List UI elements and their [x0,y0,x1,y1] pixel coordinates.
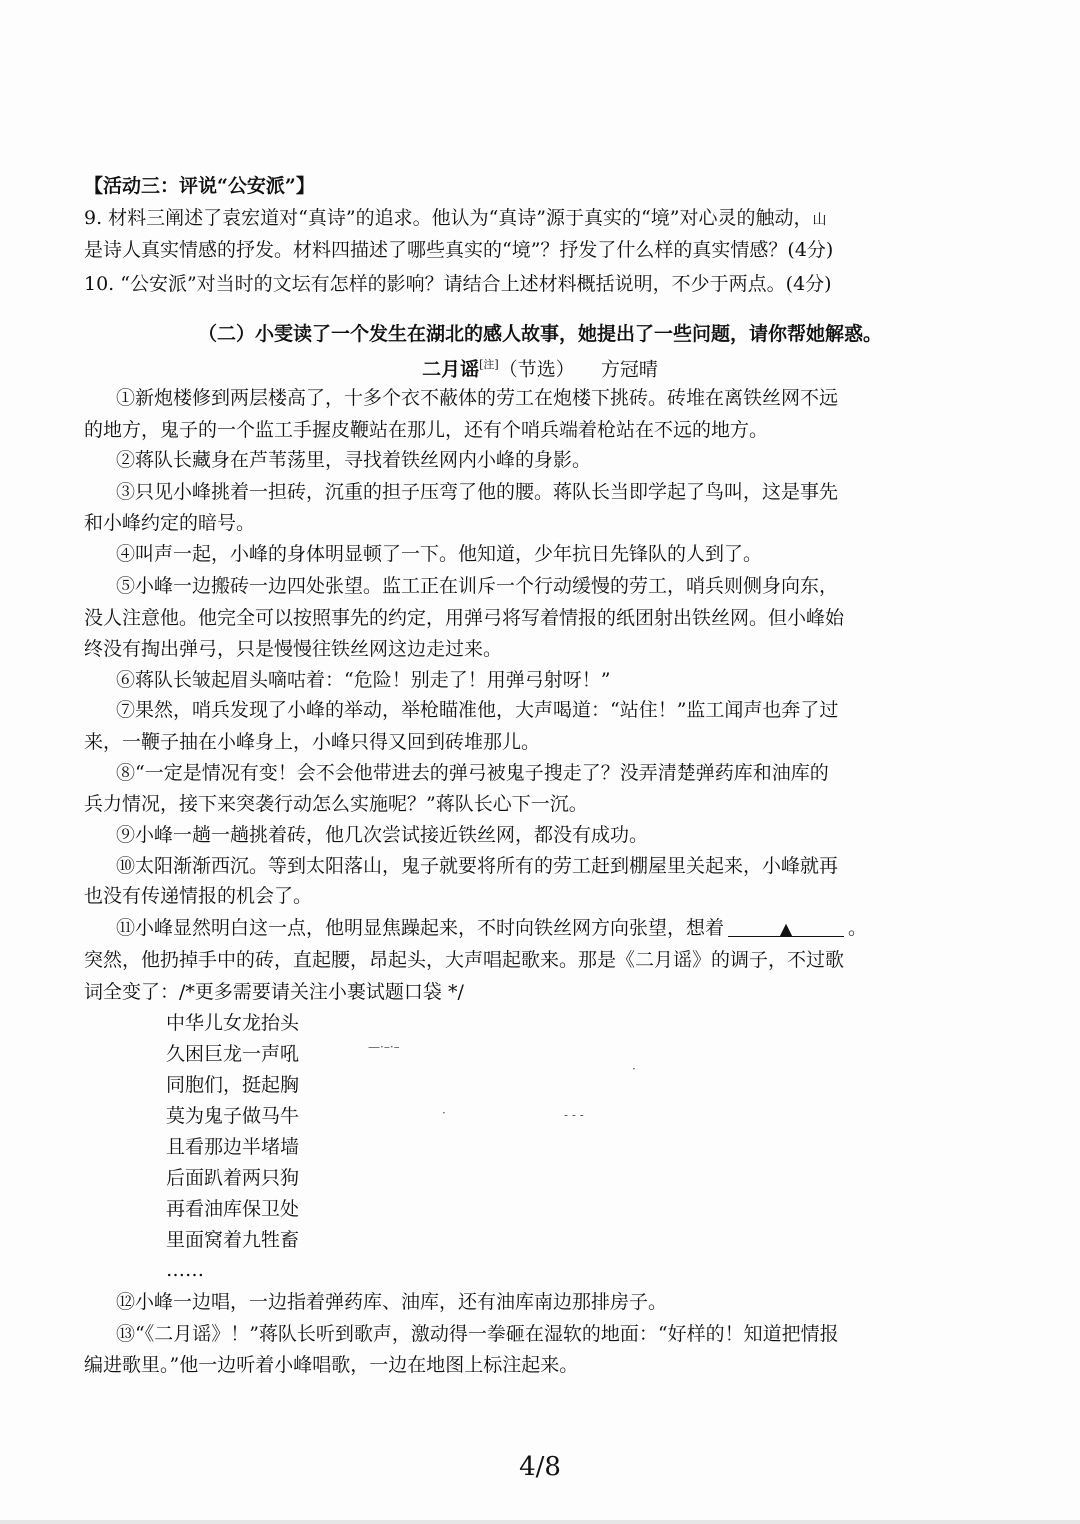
triangle-icon: ▲ [779,919,793,938]
answer-blank [728,916,844,937]
scan-speck: · [442,1106,446,1120]
paragraph-11-text: ⑪小峰显然明白这一点，他明显焦躁起来，不时向铁丝网方向张望，想着 [116,917,725,939]
question-10: 10. “公安派”对当时的文坛有怎样的影响？请结合上述材料概括说明，不少于两点。(4分) [84,273,832,295]
poem-line-3: 同胞们，挺起胸 [166,1074,300,1096]
story-title: 二月谣 [422,358,480,381]
story-title-note: [注] [479,358,499,371]
paragraph-3-line-1: ③只见小峰挑着一担砖，沉重的担子压弯了他的腰。蒋队长当即学起了鸟叫，这是事先 [116,481,839,503]
page-number: 4/8 [519,1452,561,1482]
question-9-text: 9. 材料三阐述了袁宏道对“真诗”的追求。他认为“真诗”源于真实的“境”对心灵的触动， [84,207,813,229]
poem-line-6: 后面趴着两只狗 [166,1167,300,1189]
scan-speck: - - - [564,1108,584,1122]
poem-line-2: 久困巨龙一声吼 [166,1043,300,1065]
paragraph-1-line-1: ①新炮楼修到两层楼高了，十多个衣不蔽体的劳工在炮楼下挑砖。砖堆在离铁丝网不远 [116,387,839,409]
paragraph-5-line-2: 没人注意他。他完全可以按照事先的约定，用弹弓将写着情报的纸团射出铁丝网。但小峰始 [84,607,845,629]
paragraph-4: ④叫声一起，小峰的身体明显顿了一下。他知道，少年抗日先锋队的人到了。 [116,543,763,565]
poem-line-1: 中华儿女龙抬头 [166,1012,300,1034]
paragraph-1-line-2: 的地方，鬼子的一个监工手握皮鞭站在那儿，还有个哨兵端着枪站在不远的地方。 [84,419,769,441]
paragraph-2: ②蒋队长藏身在芦苇荡里，寻找着铁丝网内小峰的身影。 [116,449,592,471]
paragraph-13-line-1: ⑬“《二月谣》！”蒋队长听到歌声，激动得一拳砸在湿软的地面：“好样的！知道把情报 [116,1323,839,1345]
story-title-line [0,353,1080,381]
paragraph-11-end: 。 [848,917,868,939]
paragraph-7-line-2: 来，一鞭子抽在小峰身上，小峰只得又回到砖堆那儿。 [84,731,541,753]
paragraph-5-line-3: 终没有掏出弹弓，只是慢慢往铁丝网这边走过来。 [84,638,503,660]
paragraph-8-line-2: 兵力情况，接下来突袭行动怎么实施呢？”蒋队长心下一沉。 [84,793,588,815]
paragraph-11-line-1 [116,916,1000,940]
scan-edge [0,1520,1080,1524]
section-2-heading: （二）小雯读了一个发生在湖北的感人故事，她提出了一些问题，请你帮她解惑。 [197,323,882,345]
paragraph-9: ⑨小峰一趟一趟挑着砖，他几次尝试接近铁丝网，都没有成功。 [116,824,649,846]
poem-line-4: 莫为鬼子做马牛 [166,1105,300,1127]
paragraph-5-line-1: ⑤小峰一边搬砖一边四处张望。监工正在训斥一个行动缓慢的劳工，哨兵则侧身向东， [116,575,839,597]
paragraph-11-line-3: 词全变了：/*更多需要请关注小裹试题口袋 */ [84,981,464,1003]
paragraph-13-line-2: 编进歌里。”他一边听着小峰唱歌，一边在地图上标注起来。 [84,1354,579,1376]
paragraph-8-line-1: ⑧“一定是情况有变！会不会他带进去的弹弓被鬼子搜走了？没弄清楚弹药库和油库的 [116,762,829,784]
poem-line-8: 里面窝着九牲畜 [166,1229,300,1251]
margin-mark: 山 [812,212,827,228]
story-subtitle: （节选） [498,358,575,381]
question-9-line-2: 是诗人真实情感的抒发。材料四描述了哪些真实的“境”？抒发了什么样的真实情感？(4分) [84,239,834,261]
paragraph-11-line-2: 突然，他扔掉手中的砖，直起腰，昂起头，大声唱起歌来。那是《二月谣》的调子，不过歌 [84,949,845,971]
poem-line-5: 且看那边半堵墙 [166,1136,300,1158]
question-9-line-1 [84,206,1000,232]
scan-speck: · [632,1062,636,1076]
paragraph-10-line-2: 也没有传递情报的机会了。 [84,885,313,907]
paragraph-6: ⑥蒋队长皱起眉头嘀咕着：“危险！别走了！用弹弓射呀！” [116,669,611,691]
paragraph-10-line-1: ⑩太阳渐渐西沉。等到太阳落山，鬼子就要将所有的劳工赶到棚屋里关起来，小峰就再 [116,855,839,877]
paragraph-12: ⑫小峰一边唱，一边指着弹药库、油库，还有油库南边那排房子。 [116,1291,668,1313]
scan-speck: —·–·– [368,1040,400,1054]
paragraph-3-line-2: 和小峰约定的暗号。 [84,512,256,534]
poem-ellipsis: …… [166,1259,204,1281]
paragraph-7-line-1: ⑦果然，哨兵发现了小峰的举动，举枪瞄准他，大声喝道：“站住！”监工闻声也奔了过 [116,699,839,721]
activity-heading: 【活动三：评说“公安派”】 [84,175,315,197]
poem-line-7: 再看油库保卫处 [166,1198,300,1220]
story-author: 方冠晴 [600,358,658,381]
